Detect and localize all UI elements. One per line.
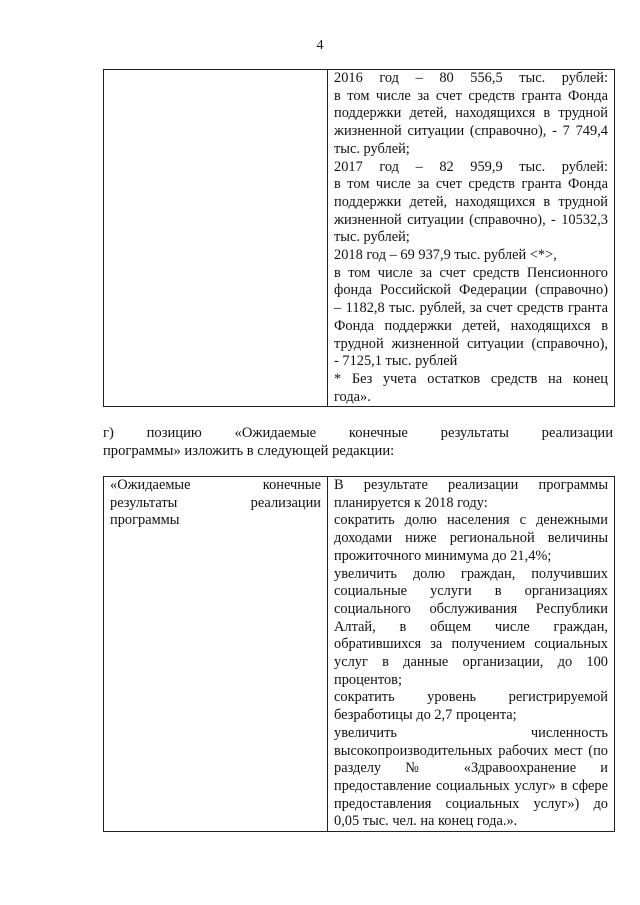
results-line: доходами ниже региональной величины	[334, 530, 608, 547]
results-line: услуг в данные организации, до 100	[334, 654, 608, 671]
results-table	[103, 476, 615, 832]
budget-line: жизненной ситуации (справочно), - 7 749,4	[334, 123, 608, 140]
instruction-line: программы» изложить в следующей редакции:	[103, 443, 395, 459]
results-line: процентов;	[334, 671, 402, 688]
results-line: В результате реализации программы	[334, 477, 608, 493]
results-line: планируется к 2018 году:	[334, 494, 488, 511]
results-line: увеличить долю граждан, получивших	[334, 565, 608, 582]
results-table-left-cell	[104, 477, 328, 832]
budget-line: года».	[334, 388, 371, 405]
budget-line: в том числе за счет средств гранта Фонда	[334, 87, 608, 104]
budget-line: жизненной ситуации (справочно), - 10532,3	[334, 211, 608, 228]
budget-line: трудной жизненной ситуации (справочно),	[334, 335, 608, 352]
results-line: социального обслуживания Республики	[334, 600, 608, 617]
budget-line: в том числе за счет средств Пенсионного	[334, 264, 608, 281]
results-line: предоставления социальных услуг») до	[334, 795, 608, 812]
results-line: прожиточного минимума до 21,4%;	[334, 547, 552, 564]
budget-line: фонда Российской Федерации (справочно)	[334, 282, 608, 299]
results-table-right-cell	[328, 477, 615, 832]
results-label-line: программы	[110, 512, 180, 529]
results-line: обратившихся за получением социальных	[334, 636, 608, 653]
results-line: Алтай, в общем числе граждан,	[334, 618, 608, 635]
instruction-line: г) позицию «Ожидаемые конечные результаты реализации	[103, 425, 613, 441]
results-line: увеличить численность	[334, 724, 608, 741]
page-number: 4	[316, 38, 324, 53]
instruction-paragraph	[103, 424, 613, 460]
budget-line: 2016 год – 80 556,5 тыс. рублей:	[334, 70, 608, 86]
budget-line: в том числе за счет средств гранта Фонда	[334, 176, 608, 193]
results-line: 0,05 тыс. чел. на конец года.».	[334, 813, 518, 830]
results-line: социальные услуги в организациях	[334, 583, 608, 600]
budget-table-right-cell	[328, 70, 615, 407]
results-line: сократить долю населения с денежными	[334, 512, 608, 529]
budget-table-left-cell	[104, 70, 328, 407]
results-line: разделу № «Здравоохранение и	[334, 760, 608, 777]
budget-line: Фонда поддержки детей, находящихся в	[334, 317, 608, 334]
results-line: сократить уровень регистрируемой	[334, 689, 608, 706]
budget-table	[103, 69, 615, 407]
budget-line: - 7125,1 тыс. рублей	[334, 353, 458, 370]
budget-line: – 1182,8 тыс. рублей, за счет средств гранта	[334, 300, 608, 317]
budget-line: поддержки детей, находящихся в трудной	[334, 105, 608, 122]
budget-line: тыс. рублей;	[334, 140, 410, 157]
results-label-line: результаты реализации	[110, 494, 321, 511]
budget-line: тыс. рублей;	[334, 229, 410, 246]
budget-line: 2017 год – 82 959,9 тыс. рублей:	[334, 158, 608, 175]
results-line: предоставление социальных услуг» в сфере	[334, 777, 608, 794]
results-line: безработицы до 2,7 процента;	[334, 707, 517, 724]
results-label-line: «Ожидаемые конечные	[110, 477, 321, 493]
budget-line: 2018 год – 69 937,9 тыс. рублей <*>,	[334, 247, 557, 264]
budget-line: * Без учета остатков средств на конец	[334, 370, 608, 387]
budget-line: поддержки детей, находящихся в трудной	[334, 193, 608, 210]
results-line: высокопроизводительных рабочих мест (по	[334, 742, 608, 759]
